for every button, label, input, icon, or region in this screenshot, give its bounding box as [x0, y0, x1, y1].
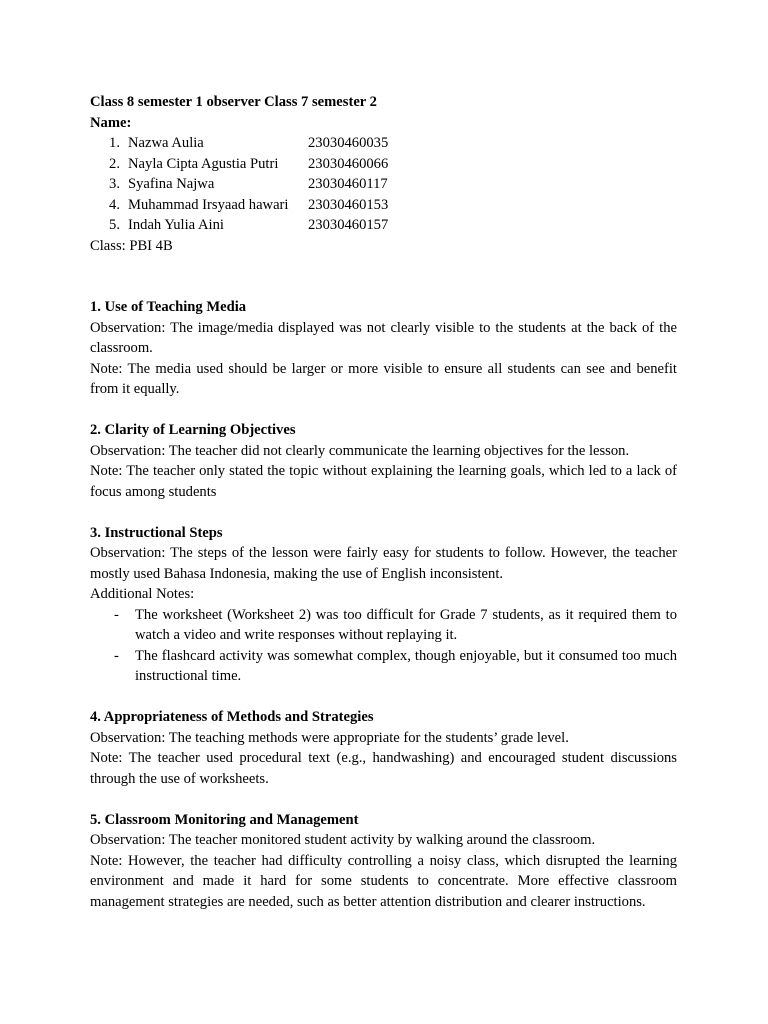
document-title: Class 8 semester 1 observer Class 7 semester 2 — [90, 94, 377, 110]
section-learning-objectives — [90, 420, 677, 502]
section-classroom-management — [90, 810, 677, 913]
list-item — [90, 646, 677, 687]
member-name: Nayla Cipta Agustia Putri — [128, 155, 279, 172]
member-item — [90, 195, 677, 216]
member-name: Indah Yulia Aini — [128, 217, 224, 233]
section-heading: 3. Instructional Steps — [90, 524, 223, 541]
member-item — [90, 133, 677, 154]
note-text: Note: However, the teacher had difficulty controlling a noisy class, which disrupted the learning environment and made it hard for some students to concentrate. More effective classroom management strategies are needed, such as better attention distribution and clearer instructions. — [90, 852, 677, 910]
note-text: Note: The media used should be larger or more visible to ensure all students can see and benefit from it equally. — [90, 360, 677, 397]
bullet-marker: - — [114, 647, 119, 664]
list-item — [90, 605, 677, 646]
bullet-text: The worksheet (Worksheet 2) was too difficult for Grade 7 students, as it required them to watch a video and write responses without replaying it. — [135, 606, 677, 643]
section-instructional-steps — [90, 523, 677, 687]
member-number: 3. — [109, 176, 120, 192]
member-number: 2. — [109, 155, 120, 172]
member-item — [90, 174, 677, 195]
spacer — [90, 256, 677, 297]
member-name: Nazwa Aulia — [128, 135, 204, 151]
section-heading: 4. Appropriateness of Methods and Strategies — [90, 709, 374, 725]
member-name: Muhammad Irsyaad hawari — [128, 196, 289, 213]
observation-text: Observation: The teaching methods were appropriate for the students’ grade level. — [90, 729, 569, 746]
section-heading: 5. Classroom Monitoring and Management — [90, 811, 359, 828]
additional-notes-list — [90, 605, 677, 687]
member-id: 23030460117 — [308, 176, 388, 192]
member-id: 23030460066 — [308, 155, 389, 172]
member-id: 23030460153 — [308, 196, 389, 213]
member-item — [90, 215, 677, 236]
member-number: 5. — [109, 217, 120, 233]
member-number: 1. — [109, 135, 120, 151]
section-methods-strategies — [90, 707, 677, 789]
member-list — [90, 133, 677, 236]
section-heading: 1. Use of Teaching Media — [90, 299, 247, 315]
observation-text: Observation: The teacher monitored student activity by walking around the classroom. — [90, 832, 596, 848]
document-body — [90, 92, 677, 933]
section-teaching-media — [90, 297, 677, 400]
member-item — [90, 154, 677, 175]
section-heading: 2. Clarity of Learning Objectives — [90, 422, 296, 438]
member-name: Syafina Najwa — [128, 176, 215, 192]
member-id: 23030460035 — [308, 135, 389, 151]
additional-notes-label: Additional Notes: — [90, 586, 195, 602]
bullet-marker: - — [114, 606, 119, 623]
member-id: 23030460157 — [308, 217, 389, 233]
observation-text: Observation: The image/media displayed was not clearly visible to the students at the back of the classroom. — [90, 319, 677, 356]
note-text: Note: The teacher only stated the topic without explaining the learning goals, which led to a lack of focus among students — [90, 463, 677, 500]
class-line: Class: PBI 4B — [90, 237, 173, 254]
observation-text: Observation: The steps of the lesson were fairly easy for students to follow. However, the teacher mostly used Bahasa Indonesia, making the use of English inconsistent. — [90, 545, 677, 582]
observation-text: Observation: The teacher did not clearly communicate the learning objectives for the lesson. — [90, 442, 630, 459]
member-number: 4. — [109, 196, 120, 213]
bullet-text: The flashcard activity was somewhat complex, though enjoyable, but it consumed too much instructional time. — [135, 647, 677, 684]
note-text: Note: The teacher used procedural text (e.g., handwashing) and encouraged student discussions through the use of worksheets. — [90, 750, 677, 787]
name-label: Name: — [90, 114, 132, 131]
